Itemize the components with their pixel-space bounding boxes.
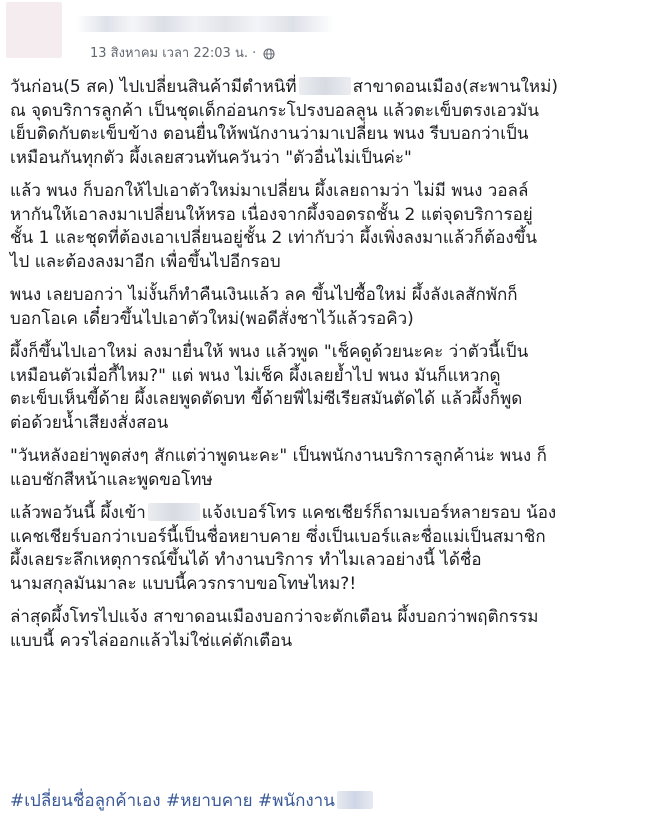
redacted-store-name bbox=[299, 77, 351, 95]
hashtag-link[interactable]: #เปลี่ยนชื่อลูกค้าเอง bbox=[10, 791, 161, 811]
paragraph-text: วันก่อน(5 สค) ไปเปลี่ยนสินค้ามีตำหนิที่ bbox=[10, 77, 297, 97]
hashtag-link[interactable]: #หยาบคาย bbox=[165, 791, 253, 811]
redacted-hashtag-part bbox=[337, 791, 373, 809]
avatar[interactable] bbox=[6, 2, 62, 58]
globe-icon bbox=[263, 48, 275, 60]
paragraph-text: สาขาดอนเมือง(สะพานใหม่) ณ จุดบริการลูกค้า เป็นชุดเด็กอ่อนกระโปรงบอลลูน แล้วตะเข็บตรงเอวมัน เย็บติดกับตะเข็บข้าง ตอนยื่นให้พนักงานว่ามาเปลี่ยน พนง รีบบอกว่าเป็น เหมือนกันทุกตัว ผึ้งเลยสวนทันควันว่า "ตัวอื่นไม่เป็นค่ะ" bbox=[10, 77, 558, 168]
hashtag-link[interactable]: #พนักงาน bbox=[258, 791, 335, 811]
post-paragraph bbox=[10, 502, 660, 596]
redacted-store-name bbox=[148, 503, 200, 521]
meta-separator: · bbox=[252, 46, 257, 61]
post-paragraph: พนง เลยบอกว่า ไม่งั้นก็ทำคืนเงินแล้ว ลค ขึ้นไปซื้อใหม่ ผึ้งลังเลสักพักก็ บอกโอเค เดี๋ยวขึ้นไปเอาตัวใหม่(พอดีสั่งชาไว้แล้วรอคิว) bbox=[10, 285, 518, 329]
post-meta bbox=[90, 46, 275, 63]
post-paragraph: "วันหลังอย่าพูดส่งๆ สักแต่ว่าพูดนะคะ" เป็นพนักงานบริการลูกค้าน่ะ พนง ก็ แอบชักสีหน้าและพูดขอโทษ bbox=[10, 446, 547, 490]
post-body bbox=[10, 76, 660, 663]
paragraph-text: แล้วพอวันนี้ ผึ้งเข้า bbox=[10, 503, 146, 523]
paragraph-text: แจ้งเบอร์โทร แคชเชียร์ก็ถามเบอร์หลายรอบ น้อง แคชเชียร์บอกว่าเบอร์นี้เป็นชื่อหยาบคาย ซึ่งเป็นเบอร์และชื่อแม่เป็นสมาชิก ผึ้งเลยระลึกเหตุการณ์ขึ้นได้ ทำงานบริการ ทำไมเลวอย่างนี้ ได้ชื่อ นามสกุลมันมาละ แบบนี้ควรกราบขอโทษไหม?! bbox=[10, 503, 557, 594]
post-paragraph: ผึ้งก็ขึ้นไปเอาใหม่ ลงมายื่นให้ พนง แล้วพูด "เช็คดูด้วยนะคะ ว่าตัวนี้เป็น เหมือนตัวเมื่อกี้ไหม?" แต่ พนง ไม่เช็ค ผึ้งเลยย้ำไป พนง มันก็แหวกดู ตะเข็บเห็นขี้ด้าย ผึ้งเลยพูดตัดบท ขี้ด้ายพี่ไม่ซีเรียสมันตัดได้ แล้วผึ้งก็พูด ต่อด้วยน้ำเสียงสั่งสอน bbox=[10, 342, 529, 433]
author-name-redacted[interactable] bbox=[76, 16, 334, 32]
post-timestamp[interactable]: 13 สิงหาคม เวลา 22:03 น. bbox=[90, 46, 248, 61]
post-paragraph: แล้ว พนง ก็บอกให้ไปเอาตัวใหม่มาเปลี่ยน ผึ้งเลยถามว่า ไม่มี พนง วอลล์ หากันให้เอาลงมาเปลี่ยนให้หรอ เนื่องจากผึ้งจอดรถชั้น 2 แต่จุดบริการอยู่ ชั้น 1 และชุดที่ต้องเอาเปลี่ยนอยู่ชั้น 2 เท่ากับว่า ผึ้งเพิ่งลงมาแล้วก็ต้องขึ้น ไป และต้องลงมาอีก เพื่อขึ้นไปอีกรอบ bbox=[10, 181, 537, 272]
post-paragraph: ล่าสุดผึ้งโทรไปแจ้ง สาขาดอนเมืองบอกว่าจะตักเตือน ผึ้งบอกว่าพฤติกรรม แบบนี้ ควรไล่ออกแล้วไม่ใช่แค่ตักเตือน bbox=[10, 607, 539, 651]
post-header bbox=[6, 2, 656, 64]
hashtag-row bbox=[10, 790, 375, 812]
post-paragraph bbox=[10, 76, 660, 170]
